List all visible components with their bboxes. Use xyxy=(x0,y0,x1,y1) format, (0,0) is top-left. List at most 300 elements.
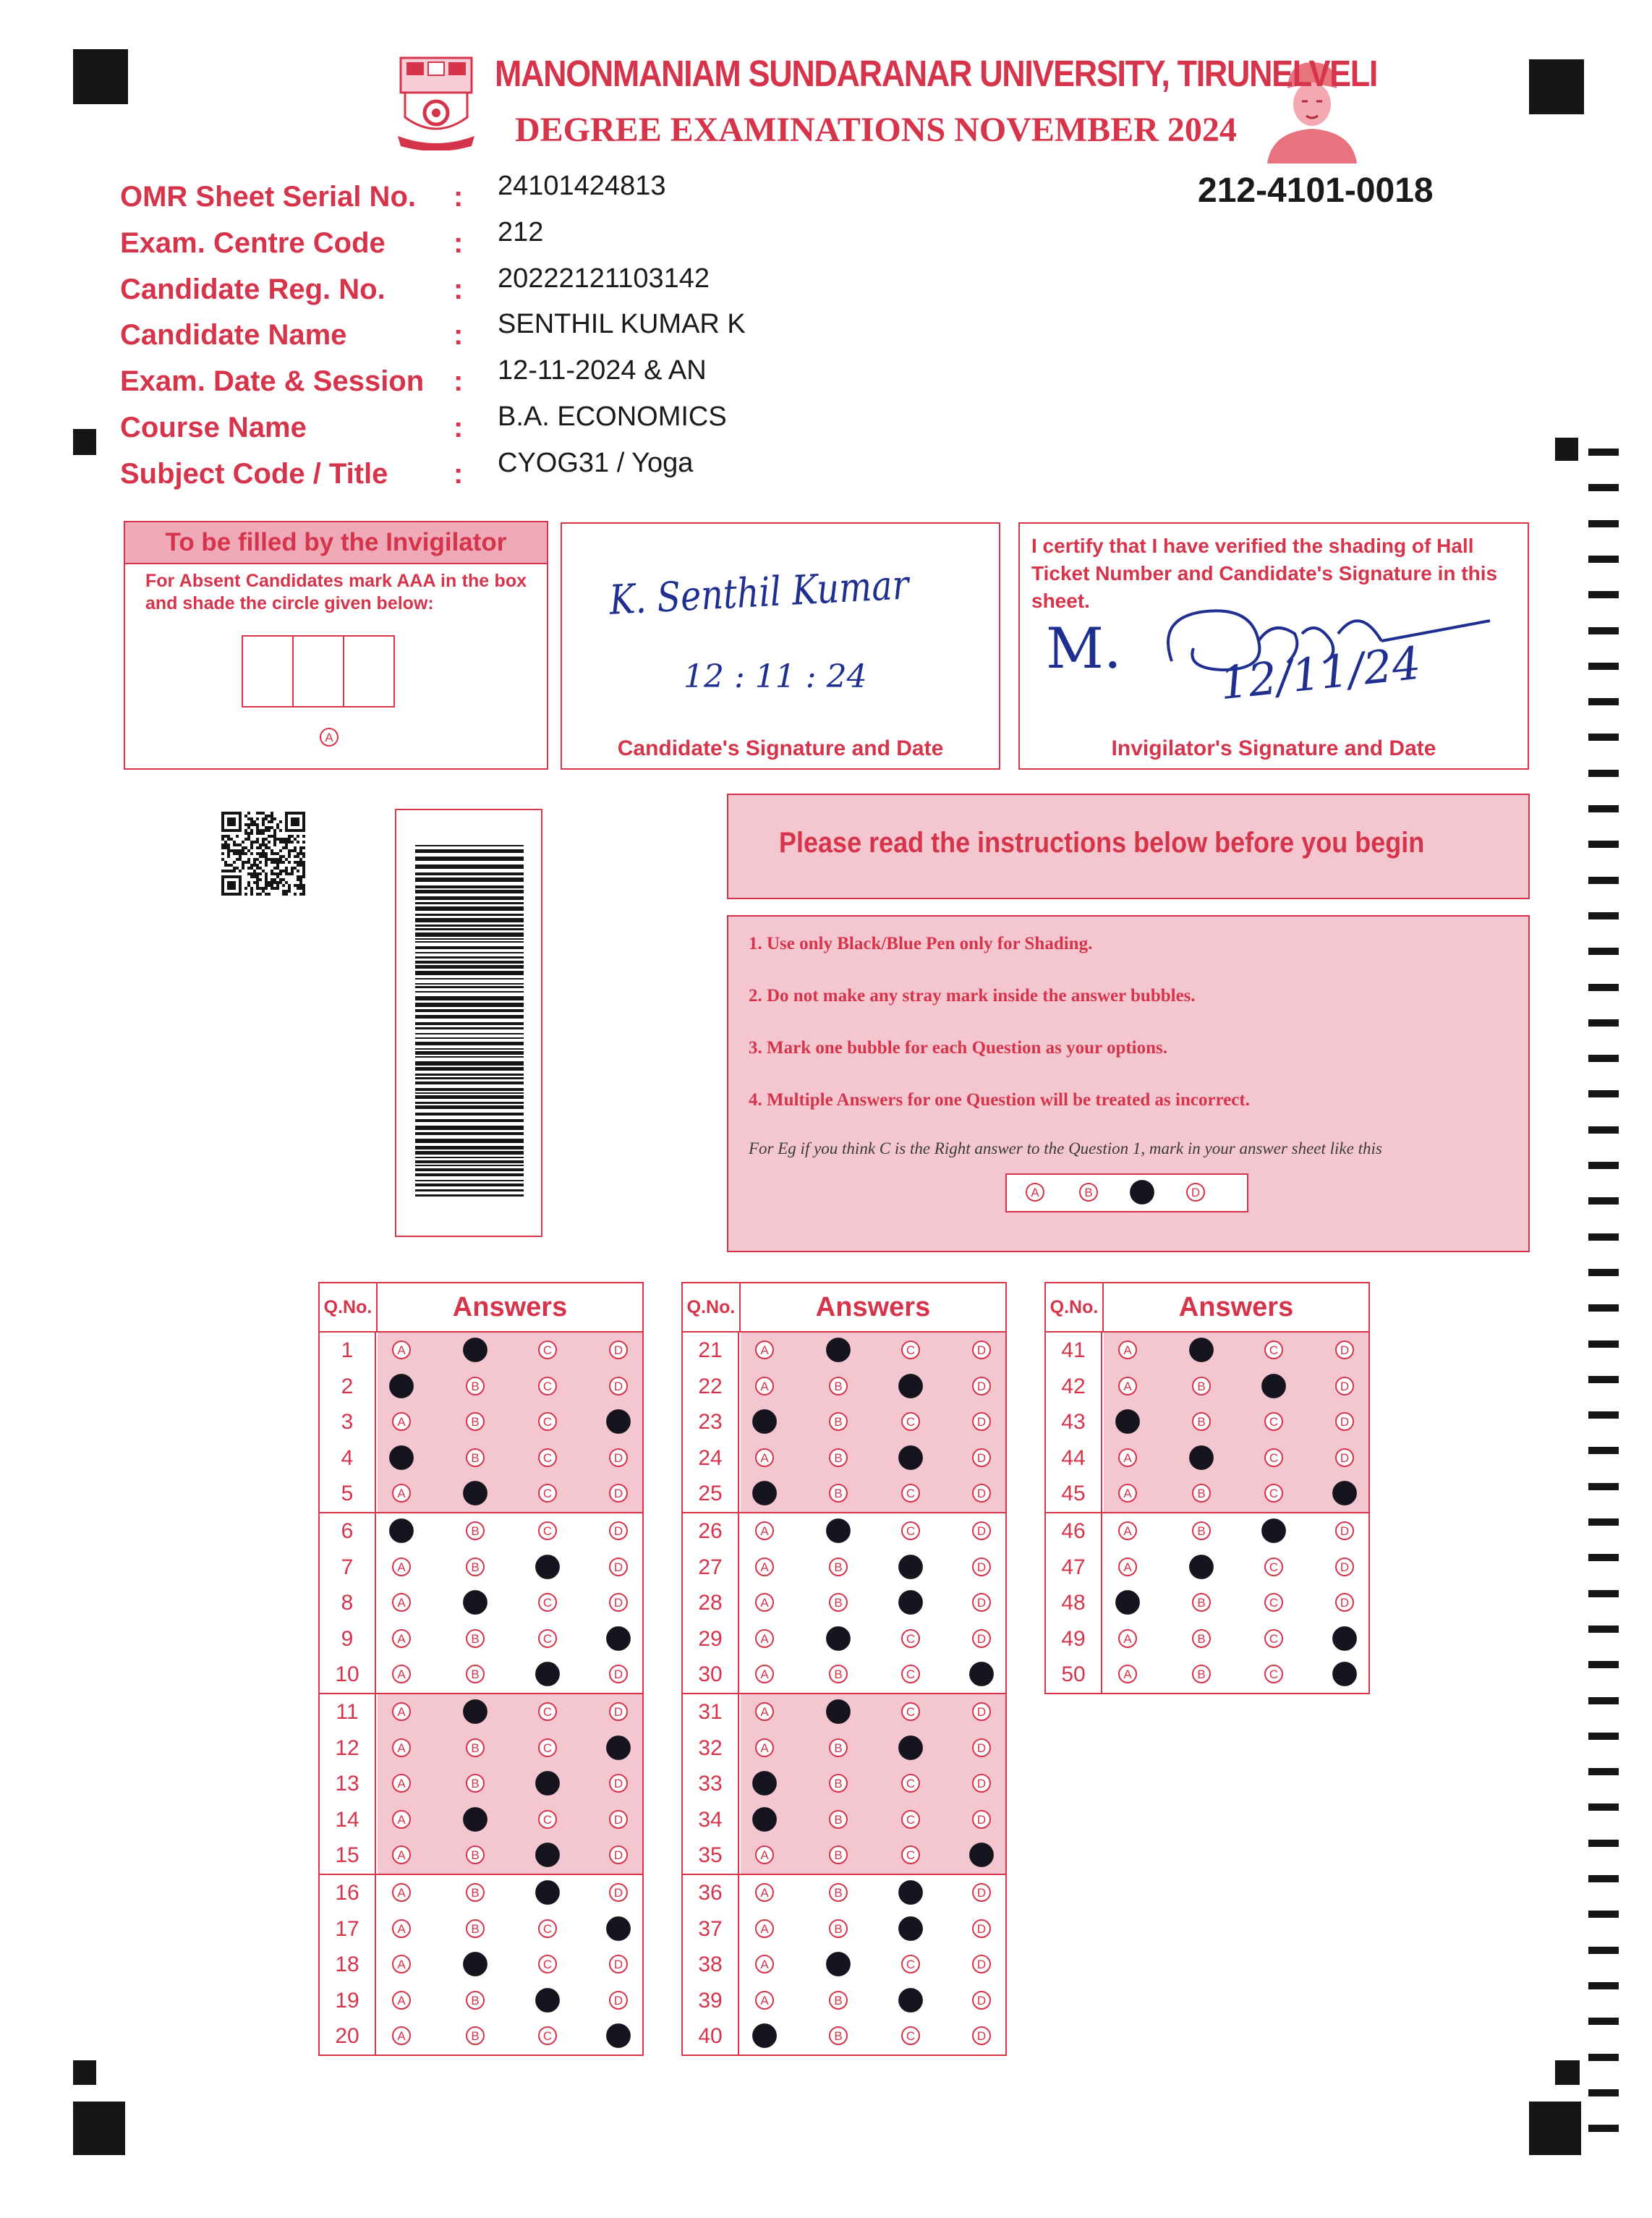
answer-row xyxy=(320,1404,642,1440)
answer-bubble-a[interactable]: A xyxy=(392,1340,411,1359)
barcode-bar xyxy=(415,983,524,985)
answer-bubble-a[interactable] xyxy=(752,1807,777,1832)
answer-bubble-a[interactable]: A xyxy=(1118,1665,1137,1683)
answer-bubble-c[interactable]: C xyxy=(538,1955,557,1973)
answer-bubble-c[interactable]: C xyxy=(1264,1558,1283,1576)
answer-bubble-d[interactable]: D xyxy=(972,1774,991,1793)
barcode-bar xyxy=(415,991,524,993)
answer-bubble-d[interactable]: D xyxy=(972,1810,991,1829)
timing-mark xyxy=(1588,2089,1619,2096)
answer-bubble-d[interactable]: D xyxy=(972,1412,991,1431)
answer-row xyxy=(320,1802,642,1838)
barcode-bar xyxy=(415,872,524,875)
answer-bubble-c[interactable] xyxy=(535,1771,560,1796)
answer-bubble-a[interactable]: A xyxy=(1118,1448,1137,1467)
answer-bubble-c[interactable] xyxy=(535,1988,560,2013)
answer-bubble-d[interactable]: D xyxy=(609,1340,628,1359)
answer-bubble-c[interactable] xyxy=(535,1880,560,1905)
answer-bubble-d[interactable]: D xyxy=(609,1991,628,2010)
answer-bubble-d[interactable] xyxy=(606,2023,631,2048)
answer-bubble-d[interactable] xyxy=(1332,1481,1357,1505)
answer-bubble-d[interactable]: D xyxy=(609,1558,628,1576)
answer-bubble-a[interactable]: A xyxy=(755,1629,774,1648)
answer-bubble-b[interactable]: B xyxy=(1192,1665,1211,1683)
answer-bubble-d[interactable]: D xyxy=(1335,1448,1354,1467)
answer-bubble-d[interactable]: D xyxy=(1335,1377,1354,1395)
answer-row xyxy=(320,1693,642,1730)
answer-bubble-c[interactable]: C xyxy=(538,1340,557,1359)
answer-bubble-c[interactable]: C xyxy=(538,1919,557,1938)
timing-mark xyxy=(1588,1840,1619,1847)
answer-bubble-c[interactable] xyxy=(898,1988,923,2013)
answer-bubble-b[interactable] xyxy=(826,1952,851,1976)
answer-bubble-b[interactable]: B xyxy=(466,1919,485,1938)
timing-mark xyxy=(1588,1197,1619,1204)
answer-bubble-b[interactable] xyxy=(826,1626,851,1651)
answer-options xyxy=(378,1911,642,1947)
answer-options xyxy=(378,1947,642,1983)
answer-bubble-d[interactable] xyxy=(606,1626,631,1651)
answer-bubble-b[interactable]: B xyxy=(466,1883,485,1902)
answer-bubble-a[interactable] xyxy=(752,1481,777,1505)
answer-bubble-c[interactable] xyxy=(898,1590,923,1615)
answer-bubble-b[interactable] xyxy=(826,1699,851,1724)
answer-bubble-b[interactable]: B xyxy=(466,1377,485,1395)
answer-row xyxy=(683,1476,1005,1512)
answer-bubble-a[interactable]: A xyxy=(392,1774,411,1793)
answer-bubble-b[interactable] xyxy=(1189,1445,1214,1470)
answer-bubble-d[interactable]: D xyxy=(609,1845,628,1864)
answer-bubble-b[interactable] xyxy=(826,1338,851,1362)
answer-bubble-a[interactable]: A xyxy=(1118,1521,1137,1540)
answer-bubble-d[interactable]: D xyxy=(1335,1340,1354,1359)
answer-bubble-d[interactable]: D xyxy=(972,1521,991,1540)
answer-bubble-b[interactable]: B xyxy=(829,1665,848,1683)
answer-bubble-d[interactable] xyxy=(606,1409,631,1434)
answer-bubble-d[interactable]: D xyxy=(972,2026,991,2045)
answer-bubble-c[interactable]: C xyxy=(1264,1484,1283,1503)
answer-bubble-b[interactable]: B xyxy=(829,1810,848,1829)
answer-bubble-b[interactable]: B xyxy=(1192,1593,1211,1612)
answer-bubble-c[interactable]: C xyxy=(901,1774,920,1793)
answer-bubble-d[interactable]: D xyxy=(609,1665,628,1683)
answer-bubble-a[interactable]: A xyxy=(392,1883,411,1902)
answer-bubble-a[interactable] xyxy=(389,1374,414,1398)
answer-bubble-d[interactable]: D xyxy=(972,1629,991,1648)
answer-bubble-a[interactable]: A xyxy=(392,1702,411,1721)
answer-bubble-b[interactable]: B xyxy=(466,1845,485,1864)
answer-bubble-a[interactable]: A xyxy=(1118,1629,1137,1648)
barcode-bar xyxy=(415,845,524,846)
answer-bubble-d[interactable]: D xyxy=(972,1738,991,1757)
answer-bubble-b[interactable]: B xyxy=(466,1558,485,1576)
question-number: 7 xyxy=(320,1550,376,1586)
answer-bubble-a[interactable] xyxy=(389,1445,414,1470)
detail-colon: : xyxy=(454,319,464,351)
answer-bubble-c[interactable]: C xyxy=(901,1702,920,1721)
answer-bubble-c[interactable]: C xyxy=(538,1484,557,1503)
answer-bubble-b[interactable] xyxy=(463,1952,487,1976)
detail-value: 24101424813 xyxy=(498,171,666,201)
answer-bubble-a[interactable]: A xyxy=(392,1810,411,1829)
answer-row xyxy=(1046,1550,1368,1586)
question-number: 50 xyxy=(1046,1657,1102,1693)
answer-options xyxy=(741,1476,1005,1512)
timing-mark xyxy=(1588,1269,1619,1276)
answer-bubble-a[interactable]: A xyxy=(755,1991,774,2010)
answer-bubble-d[interactable]: D xyxy=(972,1883,991,1902)
answer-bubble-a[interactable] xyxy=(1115,1409,1140,1434)
barcode-bar xyxy=(415,890,524,893)
answer-bubble-b[interactable] xyxy=(463,1590,487,1615)
answer-bubble-a[interactable]: A xyxy=(1118,1377,1137,1395)
answer-bubble-a[interactable]: A xyxy=(755,1702,774,1721)
barcode-bar xyxy=(415,1027,524,1029)
answer-options xyxy=(378,1802,642,1838)
answer-bubble-a[interactable]: A xyxy=(392,1665,411,1683)
answer-bubble-c[interactable]: C xyxy=(901,1484,920,1503)
question-number: 34 xyxy=(683,1802,739,1838)
timing-mark xyxy=(1588,805,1619,812)
answer-bubble-d[interactable]: D xyxy=(1335,1412,1354,1431)
university-name: MANONMANIAM SUNDARANAR UNIVERSITY, TIRUNELVELI xyxy=(495,53,1378,94)
answer-bubble-a[interactable]: A xyxy=(755,1340,774,1359)
answer-row xyxy=(320,1837,642,1874)
answer-column-2 xyxy=(681,1282,1007,2056)
timing-mark xyxy=(1588,1055,1619,1062)
question-number: 19 xyxy=(320,1983,376,2019)
answer-bubble-a[interactable]: A xyxy=(1118,1558,1137,1576)
answer-bubble-d[interactable]: D xyxy=(972,1484,991,1503)
detail-label: Candidate Reg. No. xyxy=(120,273,386,305)
answer-options xyxy=(1104,1440,1368,1476)
answer-bubble-d[interactable]: D xyxy=(972,1593,991,1612)
answer-bubble-d[interactable]: D xyxy=(609,1883,628,1902)
answer-bubble-d[interactable]: D xyxy=(609,1955,628,1973)
answer-bubble-a[interactable] xyxy=(752,1409,777,1434)
answer-bubble-c[interactable] xyxy=(898,1735,923,1760)
answer-bubble-c[interactable]: C xyxy=(538,1521,557,1540)
answer-row xyxy=(683,2018,1005,2055)
answer-bubble-b[interactable]: B xyxy=(1192,1629,1211,1648)
answer-bubble-c[interactable]: C xyxy=(538,1702,557,1721)
question-number: 2 xyxy=(320,1369,376,1405)
answer-bubble-b[interactable]: B xyxy=(829,2026,848,2045)
answer-bubble-b[interactable]: B xyxy=(829,1484,848,1503)
answer-bubble-c[interactable]: C xyxy=(1264,1629,1283,1648)
answer-bubble-d[interactable]: D xyxy=(972,1377,991,1395)
answer-bubble-d[interactable] xyxy=(969,1843,994,1867)
answer-bubble-c[interactable]: C xyxy=(538,1412,557,1431)
answer-bubble-c[interactable]: C xyxy=(901,1340,920,1359)
answer-bubble-b[interactable] xyxy=(463,1699,487,1724)
detail-value: CYOG31 / Yoga xyxy=(498,448,694,478)
barcode-bar xyxy=(415,849,524,853)
answer-options xyxy=(1104,1513,1368,1550)
answer-bubble-c[interactable]: C xyxy=(538,1448,557,1467)
barcode-bar xyxy=(415,1088,524,1091)
answer-bubble-b[interactable]: B xyxy=(829,1412,848,1431)
barcode-bar xyxy=(415,1126,524,1130)
answer-column-1 xyxy=(318,1282,644,2056)
answer-bubble-a[interactable]: A xyxy=(755,1738,774,1757)
answer-bubble-a[interactable]: A xyxy=(392,2026,411,2045)
answer-bubble-c[interactable]: C xyxy=(538,1629,557,1648)
answer-bubble-c[interactable]: C xyxy=(1264,1412,1283,1431)
answer-bubble-b[interactable]: B xyxy=(1192,1377,1211,1395)
answer-bubble-a[interactable]: A xyxy=(1118,1484,1137,1503)
answer-bubble-a[interactable]: A xyxy=(392,1991,411,2010)
barcode-bar xyxy=(415,1048,524,1050)
question-number: 15 xyxy=(320,1837,376,1874)
answer-bubble-b[interactable]: B xyxy=(466,1412,485,1431)
answer-bubble-b[interactable] xyxy=(826,1518,851,1543)
answer-bubble-a[interactable]: A xyxy=(755,1845,774,1864)
answer-bubble-a[interactable]: A xyxy=(755,1883,774,1902)
candidate-signature-date: 12 : 11 : 24 xyxy=(684,658,867,695)
answer-options xyxy=(741,1875,1005,1911)
answer-bubble-a[interactable]: A xyxy=(392,1593,411,1612)
answer-bubble-d[interactable]: D xyxy=(609,1484,628,1503)
answer-bubble-c[interactable] xyxy=(535,1555,560,1579)
answer-bubble-b[interactable]: B xyxy=(466,1629,485,1648)
answer-bubble-b[interactable]: B xyxy=(1192,1521,1211,1540)
answer-options xyxy=(378,2018,642,2055)
answer-bubble-c[interactable]: C xyxy=(901,1412,920,1431)
answer-bubble-c[interactable]: C xyxy=(901,1521,920,1540)
answer-bubble-a[interactable]: A xyxy=(392,1738,411,1757)
answer-bubble-b[interactable]: B xyxy=(829,1919,848,1938)
answer-bubble-a[interactable]: A xyxy=(755,1448,774,1467)
qr-code xyxy=(221,812,305,896)
barcode-bar xyxy=(415,1015,524,1019)
answer-bubble-c[interactable] xyxy=(898,1555,923,1579)
answer-options xyxy=(378,1404,642,1440)
answer-bubble-c[interactable]: C xyxy=(1264,1340,1283,1359)
timing-mark xyxy=(1588,2054,1619,2061)
barcode-bar xyxy=(415,1042,524,1045)
answer-bubble-a[interactable]: A xyxy=(392,1558,411,1576)
answer-bubble-c[interactable]: C xyxy=(901,1845,920,1864)
answer-bubble-d[interactable] xyxy=(606,1916,631,1941)
answer-bubble-a[interactable]: A xyxy=(392,1919,411,1938)
registration-mark-right-small xyxy=(1555,438,1578,461)
answer-bubble-a[interactable]: A xyxy=(755,1558,774,1576)
barcode-bar xyxy=(415,1067,524,1071)
answer-bubble-c[interactable]: C xyxy=(1264,1665,1283,1683)
answer-bubble-a[interactable]: A xyxy=(755,1955,774,1973)
answer-bubble-b[interactable]: B xyxy=(829,1448,848,1467)
barcode-bar xyxy=(415,978,524,980)
question-number: 18 xyxy=(320,1947,376,1983)
registration-mark-bottom-right-small xyxy=(1555,2060,1580,2085)
absent-bubble[interactable]: A xyxy=(320,728,339,747)
question-number: 25 xyxy=(683,1476,739,1512)
timing-mark xyxy=(1588,1126,1619,1134)
answer-bubble-d[interactable]: D xyxy=(972,1340,991,1359)
barcode-bar xyxy=(415,914,524,916)
barcode-bar xyxy=(415,932,524,937)
answer-bubble-d[interactable]: D xyxy=(1335,1558,1354,1576)
barcode-bar xyxy=(415,925,524,927)
answer-bubble-c[interactable] xyxy=(898,1880,923,1905)
answer-bubble-b[interactable]: B xyxy=(829,1774,848,1793)
answer-bubble-b[interactable]: B xyxy=(466,1448,485,1467)
answer-bubble-d[interactable]: D xyxy=(972,1955,991,1973)
answer-bubble-a[interactable]: A xyxy=(755,1521,774,1540)
answer-bubble-d[interactable]: D xyxy=(609,1774,628,1793)
answer-bubble-a[interactable]: A xyxy=(392,1955,411,1973)
answer-bubble-d[interactable] xyxy=(969,1662,994,1686)
answer-bubble-c[interactable] xyxy=(898,1374,923,1398)
answer-bubble-a[interactable]: A xyxy=(1118,1340,1137,1359)
answer-bubble-a[interactable] xyxy=(752,2023,777,2048)
answer-bubble-d[interactable]: D xyxy=(972,1558,991,1576)
answer-bubble-b[interactable]: B xyxy=(829,1377,848,1395)
answer-options xyxy=(741,1513,1005,1550)
answer-bubble-c[interactable]: C xyxy=(901,1629,920,1648)
answer-bubble-a[interactable] xyxy=(752,1771,777,1796)
answer-bubble-b[interactable]: B xyxy=(829,1738,848,1757)
qno-header: Q.No. xyxy=(320,1283,378,1331)
answer-bubble-a[interactable]: A xyxy=(755,1665,774,1683)
answer-bubble-b[interactable] xyxy=(1189,1338,1214,1362)
answer-bubble-b[interactable]: B xyxy=(829,1991,848,2010)
timing-mark xyxy=(1588,1947,1619,1954)
answer-bubble-d[interactable]: D xyxy=(972,1702,991,1721)
answer-bubble-c[interactable] xyxy=(898,1916,923,1941)
answer-bubble-a[interactable]: A xyxy=(392,1629,411,1648)
timing-mark xyxy=(1588,1233,1619,1241)
answer-bubble-a[interactable]: A xyxy=(392,1845,411,1864)
candidate-signature-caption: Candidate's Signature and Date xyxy=(617,736,944,760)
answer-bubble-a[interactable]: A xyxy=(392,1484,411,1503)
barcode-bar xyxy=(415,1119,524,1122)
answer-bubble-d[interactable]: D xyxy=(609,1521,628,1540)
registration-mark-bottom-left-small xyxy=(73,2060,96,2085)
answer-bubble-c[interactable]: C xyxy=(901,2026,920,2045)
answer-bubble-b[interactable] xyxy=(1189,1555,1214,1579)
answer-bubble-d[interactable]: D xyxy=(609,1448,628,1467)
answer-bubble-b[interactable] xyxy=(463,1338,487,1362)
question-number: 37 xyxy=(683,1911,739,1947)
answer-bubble-c[interactable]: C xyxy=(901,1665,920,1683)
answer-bubble-a[interactable] xyxy=(1115,1590,1140,1615)
timing-mark xyxy=(1588,484,1619,491)
answer-bubble-c[interactable] xyxy=(1261,1518,1286,1543)
answer-bubble-a[interactable]: A xyxy=(755,1919,774,1938)
barcode-bar xyxy=(415,857,524,861)
detail-colon: : xyxy=(454,365,464,397)
barcode-bar xyxy=(415,902,524,904)
answer-bubble-b[interactable]: B xyxy=(829,1845,848,1864)
answer-bubble-c[interactable] xyxy=(535,1843,560,1867)
answer-bubble-d[interactable]: D xyxy=(1335,1521,1354,1540)
answer-bubble-a[interactable]: A xyxy=(755,1377,774,1395)
answer-bubble-a[interactable]: A xyxy=(755,1593,774,1612)
answer-bubble-c[interactable]: C xyxy=(538,1377,557,1395)
answer-bubble-d[interactable] xyxy=(1332,1626,1357,1651)
answer-bubble-b[interactable]: B xyxy=(1192,1412,1211,1431)
answer-bubble-c[interactable] xyxy=(535,1662,560,1686)
question-number: 39 xyxy=(683,1983,739,2019)
answer-options xyxy=(378,1694,642,1730)
answer-bubble-d[interactable]: D xyxy=(609,1810,628,1829)
answer-bubble-d[interactable] xyxy=(606,1735,631,1760)
answer-bubble-d[interactable]: D xyxy=(972,1991,991,2010)
answer-bubble-b[interactable]: B xyxy=(466,2026,485,2045)
answer-options xyxy=(1104,1369,1368,1405)
answer-bubble-d[interactable]: D xyxy=(972,1919,991,1938)
answer-row xyxy=(683,1874,1005,1911)
barcode-bar xyxy=(415,1095,524,1099)
answer-bubble-c[interactable]: C xyxy=(538,1810,557,1829)
answer-bubble-b[interactable] xyxy=(463,1807,487,1832)
answer-options xyxy=(378,1550,642,1586)
answer-bubble-d[interactable]: D xyxy=(609,1377,628,1395)
answer-options xyxy=(378,1730,642,1767)
answer-bubble-d[interactable]: D xyxy=(609,1593,628,1612)
answer-bubble-d[interactable]: D xyxy=(1335,1593,1354,1612)
answer-row xyxy=(320,1550,642,1586)
answer-bubble-b[interactable]: B xyxy=(466,1665,485,1683)
answer-bubble-a[interactable]: A xyxy=(392,1412,411,1431)
answer-row xyxy=(320,1657,642,1693)
answer-bubble-c[interactable]: C xyxy=(538,1738,557,1757)
answer-bubble-d[interactable]: D xyxy=(972,1448,991,1467)
answer-bubble-d[interactable] xyxy=(1332,1662,1357,1686)
barcode-bar xyxy=(415,996,524,1000)
answer-options xyxy=(378,1766,642,1802)
absent-mark-boxes[interactable] xyxy=(242,635,395,708)
answer-bubble-b[interactable]: B xyxy=(1192,1484,1211,1503)
answer-options xyxy=(741,1802,1005,1838)
answer-bubble-b[interactable]: B xyxy=(466,1991,485,2010)
question-number: 24 xyxy=(683,1440,739,1476)
answer-bubble-b[interactable]: B xyxy=(829,1593,848,1612)
answer-bubble-b[interactable]: B xyxy=(829,1558,848,1576)
answer-bubble-b[interactable] xyxy=(463,1481,487,1505)
answer-bubble-b[interactable]: B xyxy=(466,1521,485,1540)
answer-bubble-b[interactable]: B xyxy=(829,1883,848,1902)
answer-bubble-c[interactable]: C xyxy=(538,2026,557,2045)
answer-bubble-b[interactable]: B xyxy=(466,1774,485,1793)
answer-row xyxy=(683,1333,1005,1369)
timing-mark xyxy=(1588,770,1619,777)
registration-mark-bottom-left xyxy=(73,2102,125,2155)
answer-bubble-c[interactable]: C xyxy=(1264,1593,1283,1612)
answer-options xyxy=(741,1983,1005,2019)
detail-colon: : xyxy=(454,412,464,443)
question-number: 13 xyxy=(320,1766,376,1802)
answer-bubble-c[interactable]: C xyxy=(1264,1448,1283,1467)
answer-bubble-c[interactable]: C xyxy=(538,1593,557,1612)
answer-row xyxy=(683,1730,1005,1767)
answer-bubble-d[interactable]: D xyxy=(609,1702,628,1721)
answer-bubble-c[interactable] xyxy=(1261,1374,1286,1398)
answer-options xyxy=(378,1983,642,2019)
answer-bubble-c[interactable] xyxy=(898,1445,923,1470)
barcode-bar xyxy=(415,1113,524,1116)
answer-bubble-a[interactable] xyxy=(389,1518,414,1543)
answer-options xyxy=(1104,1621,1368,1657)
answer-bubble-b[interactable]: B xyxy=(466,1738,485,1757)
answer-row xyxy=(683,1657,1005,1693)
barcode-bar xyxy=(415,1022,524,1025)
question-number: 44 xyxy=(1046,1440,1102,1476)
answer-bubble-c[interactable]: C xyxy=(901,1810,920,1829)
answer-bubble-c[interactable]: C xyxy=(901,1955,920,1973)
